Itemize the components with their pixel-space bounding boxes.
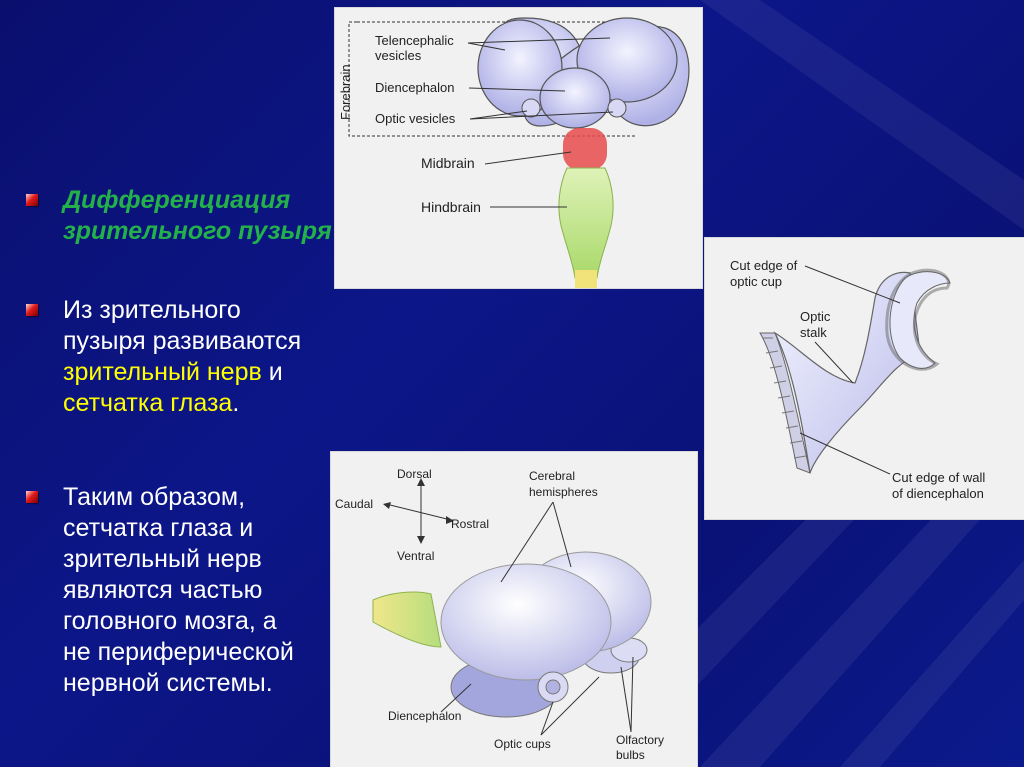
label-ventral: Ventral xyxy=(397,549,435,563)
label-olfactory: Olfactory xyxy=(616,733,665,747)
label-dorsal: Dorsal xyxy=(397,467,432,481)
bullet-heading xyxy=(26,185,343,247)
label-rostral: Rostral xyxy=(451,517,490,531)
label-diencephalon: Diencephalon xyxy=(388,709,462,723)
bullet-marker xyxy=(26,304,38,316)
label-optic-cups: Optic cups xyxy=(494,737,551,751)
figure-optic-cup xyxy=(705,238,1024,519)
bullet-text-conclusion: Таким образом, сетчатка глаза и зрительный нерв являются частью головного мозга, а не периферической нервной системы. xyxy=(63,483,294,697)
label-hindbrain: Hindbrain xyxy=(421,199,481,215)
label-cut-wall-2: of diencephalon xyxy=(892,486,984,501)
optic-cup-diagram xyxy=(705,238,1024,519)
bullet-marker xyxy=(26,491,38,503)
bullet-marker xyxy=(26,194,38,206)
optic-nerve-term: зрительный нерв xyxy=(63,358,262,386)
figure-brain-lateral xyxy=(331,452,697,767)
brain-lateral-diagram xyxy=(331,452,697,767)
label-forebrain: Forebrain xyxy=(338,64,353,120)
label-midbrain: Midbrain xyxy=(421,155,475,171)
label-hemispheres: hemispheres xyxy=(529,485,598,499)
bullet-conclusion xyxy=(26,482,294,699)
section-heading: Дифференциация зрительного пузыря xyxy=(63,186,332,245)
label-optic-vesicles: Optic vesicles xyxy=(375,111,456,126)
figure-brain-vesicles xyxy=(335,8,702,288)
bullet-development xyxy=(26,295,301,419)
label-stalk: stalk xyxy=(800,325,827,340)
label-diencephalon: Diencephalon xyxy=(375,80,455,95)
label-vesicles: vesicles xyxy=(375,48,422,63)
label-cerebral: Cerebral xyxy=(529,469,576,483)
label-bulbs: bulbs xyxy=(616,748,645,762)
label-caudal: Caudal xyxy=(335,497,374,511)
label-cut-wall-1: Cut edge of wall xyxy=(892,470,986,485)
retina-term: сетчатка глаза xyxy=(63,389,233,417)
label-telencephalic: Telencephalic xyxy=(375,33,454,48)
label-cut-edge-cup-1: Cut edge of xyxy=(730,258,798,273)
label-cut-edge-cup-2: optic cup xyxy=(730,274,783,289)
brain-vesicles-diagram xyxy=(335,8,702,288)
bullet-text-development: Из зрительного пузыря развиваются зрительный нерв и сетчатка глаза. xyxy=(63,296,302,417)
label-optic: Optic xyxy=(800,309,831,324)
